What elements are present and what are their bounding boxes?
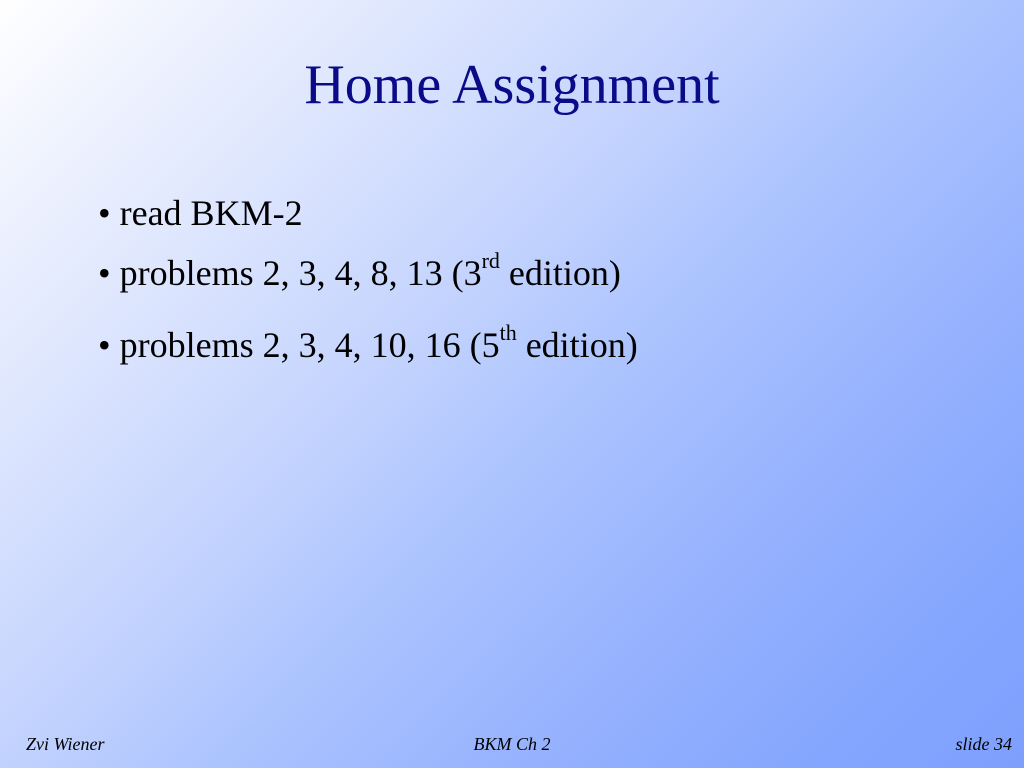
footer-course: BKM Ch 2 bbox=[473, 734, 551, 754]
bullet-item-read bbox=[98, 190, 303, 236]
slide-title: Home Assignment bbox=[304, 54, 720, 116]
bullet-text: read BKM-2 bbox=[119, 193, 303, 233]
bullet-marker: • bbox=[98, 193, 111, 233]
bullet-text: problems 2, 3, 4, 10, 16 (5 bbox=[119, 325, 500, 365]
bullet-marker: • bbox=[98, 253, 111, 293]
bullet-text-end: edition) bbox=[516, 325, 638, 365]
edition-superscript: rd bbox=[481, 248, 500, 273]
bullet-marker: • bbox=[98, 325, 111, 365]
footer-author: Zvi Wiener bbox=[26, 734, 105, 754]
edition-superscript: th bbox=[499, 320, 517, 345]
footer-slide-number: slide 34 bbox=[955, 734, 1012, 754]
bullet-text-end: edition) bbox=[499, 253, 621, 293]
bullet-text: problems 2, 3, 4, 8, 13 (3 bbox=[119, 253, 482, 293]
bullet-item-problems-3rd-edition bbox=[98, 250, 621, 296]
bullet-item-problems-5th-edition bbox=[98, 322, 638, 368]
